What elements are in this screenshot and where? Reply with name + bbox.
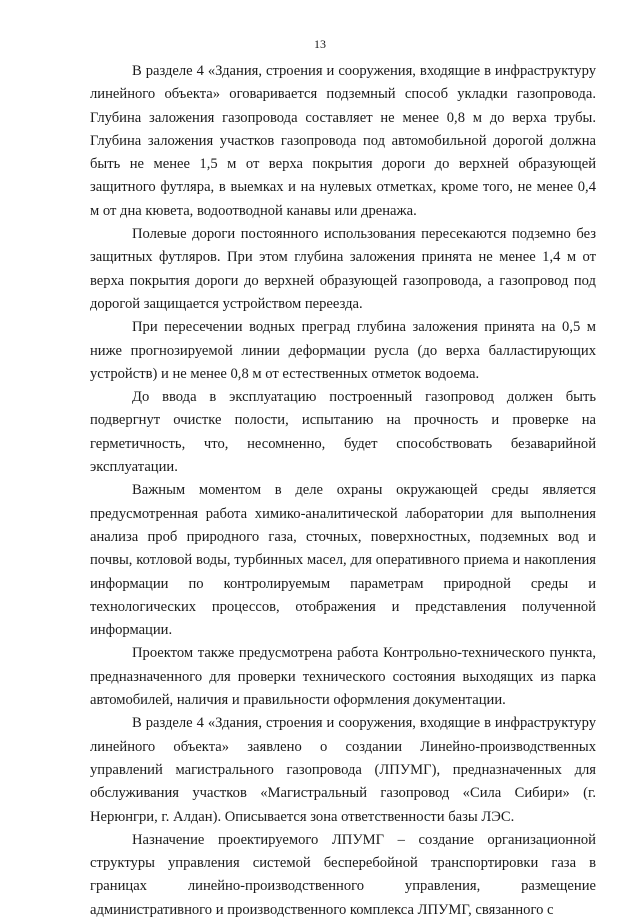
- paragraph-lpumg-purpose: Назначение проектируемого ЛПУМГ – создание организационной структуры управления системой бесперебойной транспортировки газа в границах линейно-производственного управления, размещение административного и производственного комплекса ЛПУМГ, связанного с: [90, 831, 596, 918]
- paragraph-field-roads: Полевые дороги постоянного использования пересекаются подземно без защитных футляров. При этом глубина заложения принята не менее 1,4 м от верха покрытия дороги до верхней образующей газопровода, а газопровод под дорогой защищается устройством переезда.: [90, 226, 596, 312]
- paragraph-laboratory: Важным моментом в деле охраны окружающей среды является предусмотренная работа химико-аналитической лаборатории для выполнения анализа проб природного газа, сточных, поверхностных, подземных вод и почвы, котловой воды, турбинных масел, для оперативного приема и накопления информации по контролируемым параметрам природной среды и технологических процессов, отображения и представления полученной информации.: [90, 482, 596, 639]
- paragraph-water-crossings: При пересечении водных преград глубина заложения принята на 0,5 м ниже прогнозируемой линии деформации русла (до верха балластирующих устройств) и не менее 0,8 м от естественных отметок водоема.: [90, 319, 596, 382]
- paragraph-lpumg-creation: В разделе 4 «Здания, строения и сооружения, входящие в инфраструктуру линейного объекта» заявлено о создании Линейно-производственных управлений магистрального газопровода (ЛПУМГ), предназначенных для обслуживания участков «Магистральный газопровод «Сила Сибири» (г. Нерюнгри, г. Алдан). Описывается зона ответственности базы ЛЭС.: [90, 715, 596, 825]
- page-number: 13: [314, 37, 326, 51]
- paragraph-commissioning: До ввода в эксплуатацию построенный газопровод должен быть подвергнут очистке полости, испытанию на прочность и проверке на герметичность, что, несомненно, будет способствовать безаварийной эксплуатации.: [90, 389, 596, 476]
- paragraph-section4-laying-method: В разделе 4 «Здания, строения и сооружения, входящие в инфраструктуру линейного объекта» оговаривается подземный способ укладки газопровода. Глубина заложения газопровода составляет не менее 0,8 м до верха трубы. Глубина заложения участков газопровода под автомобильной дорогой должна быть не менее 1,5 м от верха покрытия дороги до верхней образующей защитного футляра, в выемках и на нулевых отметках, кроме того, не менее 0,4 м от дна кювета, водоотводной канавы или дренажа.: [90, 63, 596, 219]
- paragraph-control-point: Проектом также предусмотрена работа Контрольно-технического пункта, предназначенного для проверки технического состояния выходящих из парка автомобилей, наличия и правильности оформления документации.: [90, 645, 596, 709]
- document-body: [90, 60, 596, 922]
